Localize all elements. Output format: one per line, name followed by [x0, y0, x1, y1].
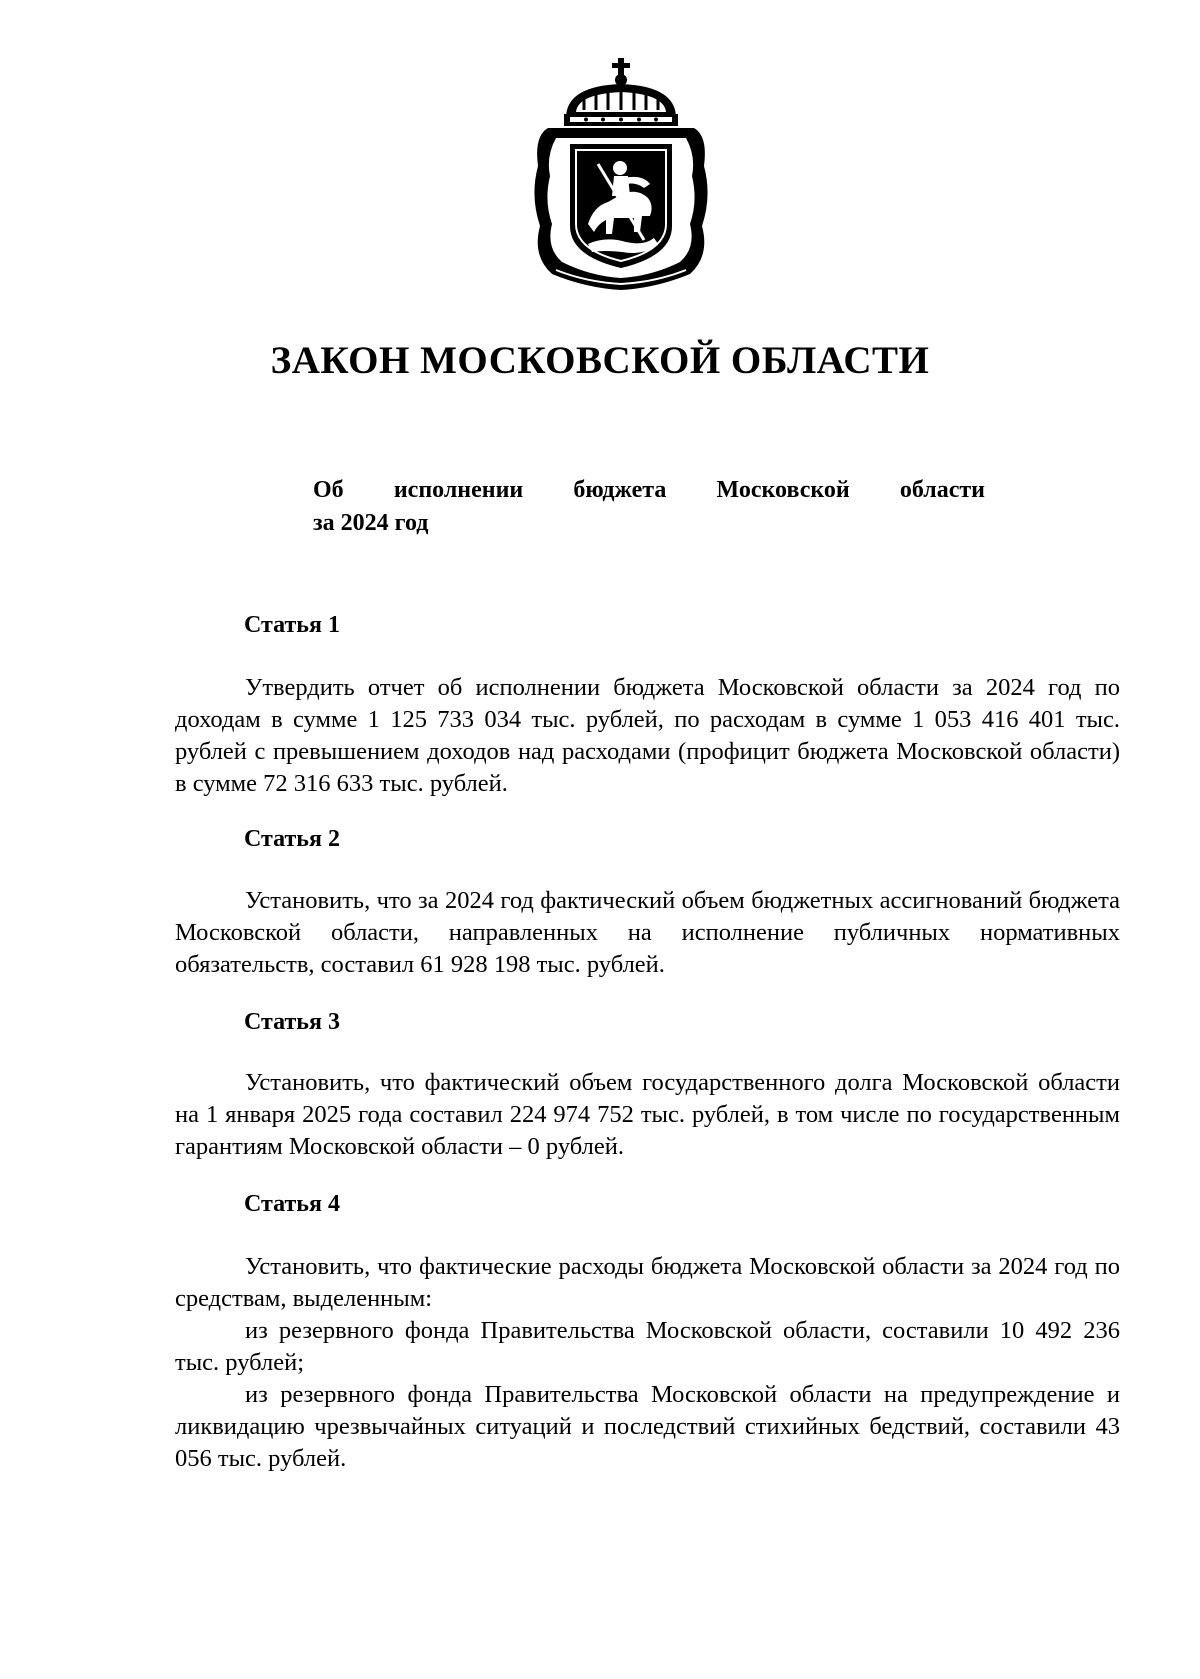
article-1-paragraph: Утвердить отчет об исполнении бюджета Московской области за 2024 год по доходам в сумме 1 125 733 034 тыс. рублей, по расходам в сумме 1 053 416 401 тыс. рублей с превышением доходов над расходами (профицит бюджета Московской области) в сумме 72 316 633 тыс. рублей.: [175, 674, 1120, 797]
article-3-paragraph: Установить, что фактический объем государственного долга Московской области на 1 января 2025 года составил 224 974 752 тыс. рублей, в том числе по государственным гарантиям Московской области – 0 рублей.: [175, 1069, 1120, 1160]
article-4-heading: Статья 4: [244, 1191, 340, 1217]
law-subject-line-1: Об исполнении бюджета Московской области: [313, 477, 985, 503]
document-title: ЗАКОН МОСКОВСКОЙ ОБЛАСТИ: [270, 339, 930, 382]
law-subject: [313, 474, 985, 540]
article-2-paragraph: Установить, что за 2024 год фактический объем бюджетных ассигнований бюджета Московской области, направленных на исполнение публичных нормативных обязательств, составил 61 928 198 тыс. рублей.: [175, 887, 1120, 978]
article-3-heading: Статья 3: [244, 1009, 340, 1035]
moscow-oblast-coat-of-arms-icon: [526, 56, 716, 292]
article-2-heading: Статья 2: [244, 826, 340, 852]
law-subject-line-2: за 2024 год: [313, 510, 429, 536]
article-4-paragraph-intro: Установить, что фактические расходы бюджета Московской области за 2024 год по средствам, выделенным:: [175, 1253, 1120, 1312]
article-1-heading: Статья 1: [244, 612, 340, 638]
article-4-paragraph-emergency-fund: из резервного фонда Правительства Московской области на предупреждение и ликвидацию чрезвычайных ситуаций и последствий стихийных бедствий, составили 43 056 тыс. рублей.: [175, 1381, 1120, 1472]
article-4-paragraph-reserve-fund: из резервного фонда Правительства Московской области, составили 10 492 236 тыс. рублей;: [175, 1317, 1120, 1376]
